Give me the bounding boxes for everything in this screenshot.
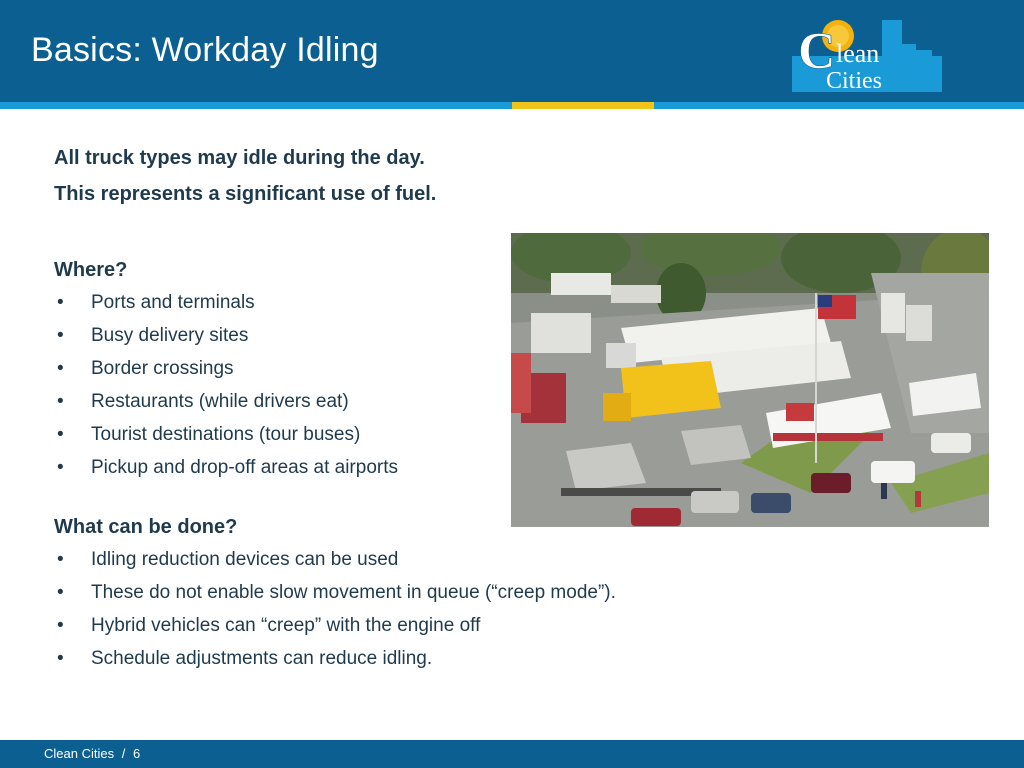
list-item: • Idling reduction devices can be used: [54, 543, 754, 576]
list-item: • Busy delivery sites: [54, 319, 754, 352]
logo-word-cities: Cities: [826, 68, 883, 94]
footer-org: Clean Cities: [44, 746, 115, 761]
bullet-icon: •: [57, 457, 64, 478]
list-item: • Restaurants (while drivers eat): [54, 385, 754, 418]
footer-bar: [0, 740, 1024, 768]
bullet-icon: •: [57, 292, 64, 313]
accent-bar-yellow: [512, 102, 654, 109]
list-item: • Pickup and drop-off areas at airports: [54, 451, 754, 484]
accent-bar-left: [0, 102, 512, 109]
footer-text: [44, 746, 140, 762]
bullet-icon: •: [57, 358, 64, 379]
what-list: [54, 543, 754, 675]
clean-cities-logo: [790, 14, 944, 94]
slide-title: Basics: Workday Idling: [31, 31, 379, 69]
list-item: • Tourist destinations (tour buses): [54, 418, 754, 451]
list-item: • These do not enable slow movement in queue (“creep mode”).: [54, 576, 754, 609]
logo-word-lean: lean: [836, 39, 880, 68]
what-heading: What can be done?: [54, 516, 238, 538]
idling-trucks-photo: [511, 233, 989, 527]
list-item: • Border crossings: [54, 352, 754, 385]
where-heading: Where?: [54, 259, 128, 281]
page-number: 6: [132, 746, 141, 761]
accent-bar-right: [654, 102, 1024, 109]
bullet-icon: •: [57, 648, 64, 669]
list-item: • Schedule adjustments can reduce idling.: [54, 642, 754, 675]
bullet-icon: •: [57, 615, 64, 636]
bullet-icon: •: [57, 391, 64, 412]
list-item: • Hybrid vehicles can “creep” with the engine off: [54, 609, 754, 642]
logo-letter-c: C: [798, 23, 836, 80]
footer-separator: /: [121, 746, 126, 761]
intro-line-2: This represents a significant use of fuel.: [54, 183, 437, 205]
bullet-icon: •: [57, 325, 64, 346]
list-item: • Ports and terminals: [54, 286, 754, 319]
header-bar: [0, 0, 1024, 102]
bullet-icon: •: [57, 549, 64, 570]
intro-line-1: All truck types may idle during the day.: [54, 147, 425, 169]
bullet-icon: •: [57, 424, 64, 445]
bullet-icon: •: [57, 582, 64, 603]
